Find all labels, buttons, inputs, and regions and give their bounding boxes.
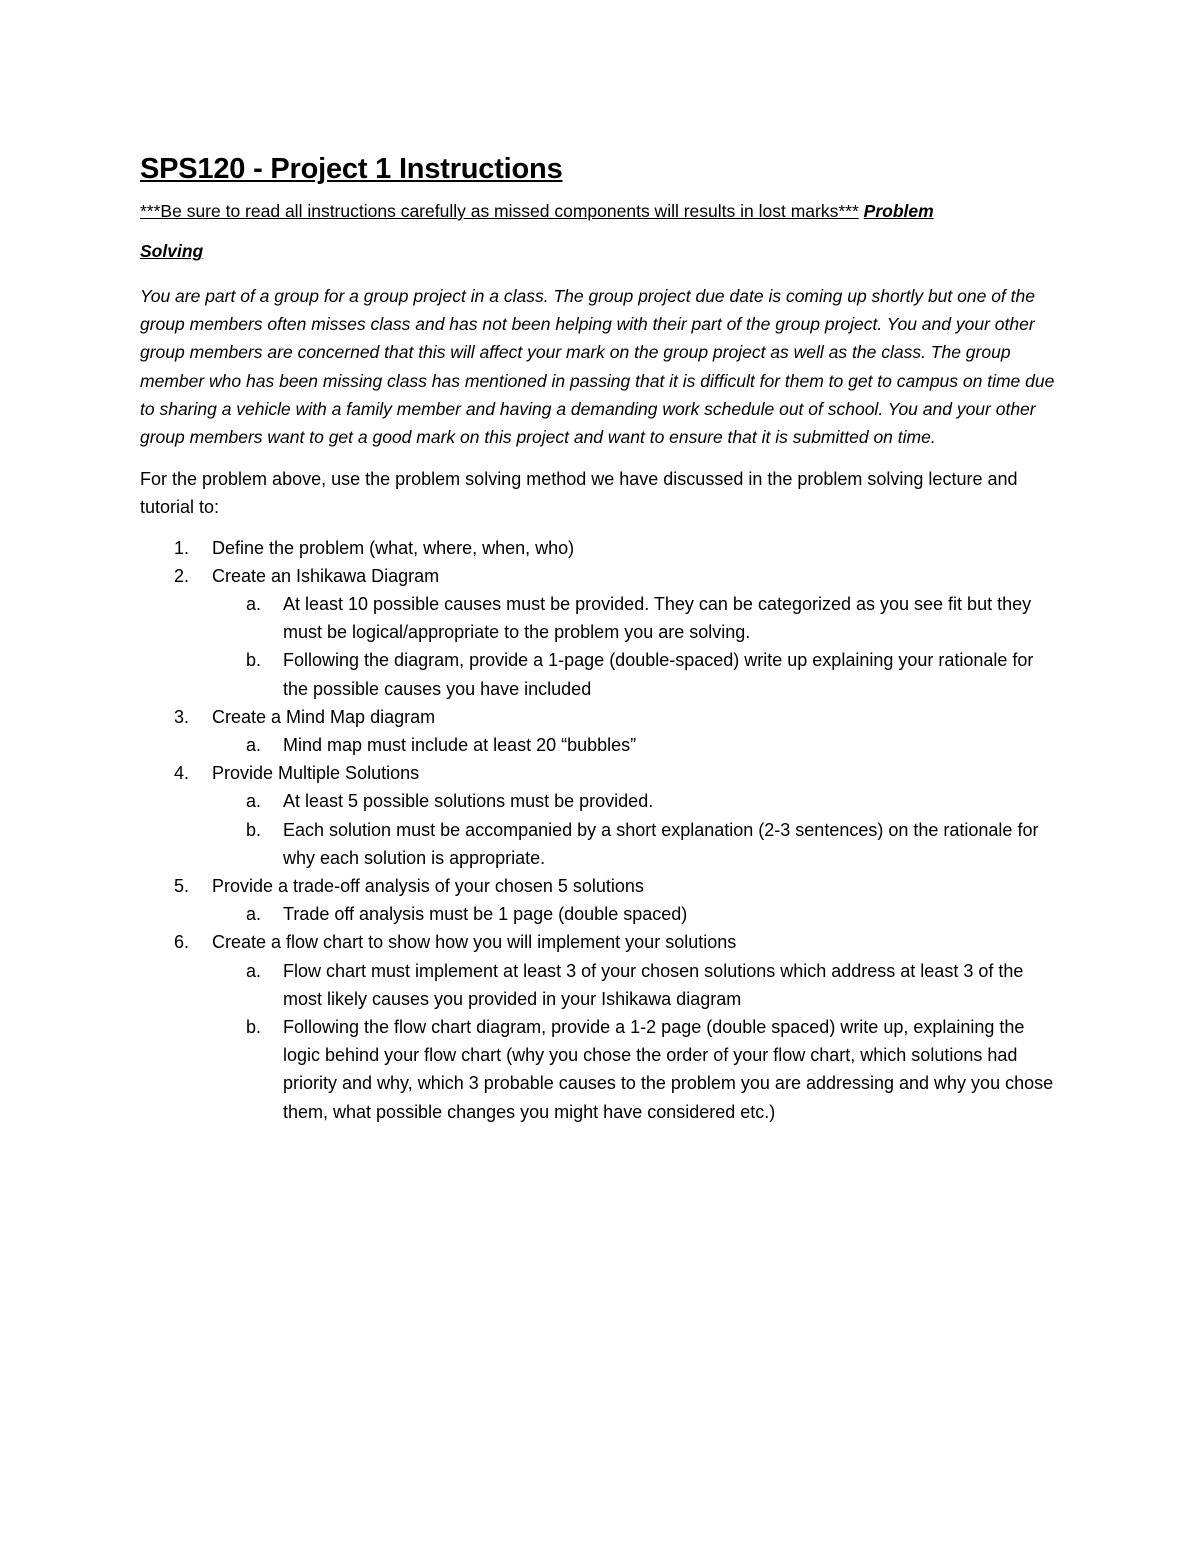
step-number: 6. [174, 932, 190, 953]
sub-item [212, 957, 1060, 1013]
sub-list [212, 900, 1060, 928]
sub-list [212, 731, 1060, 759]
sub-item [212, 816, 1060, 872]
sub-text: Following the flow chart diagram, provide a 1-2 page (double spaced) write up, explaining the logic behind your flow chart (why you chose the order of your flow chart, which solutions had priority and why, which 3 probable causes to the problem you are addressing and why you chose them, what possible changes you might have considered etc.) [283, 1017, 1054, 1122]
step-item [140, 703, 1060, 759]
sub-letter: b. [246, 1017, 262, 1038]
sub-text: Flow chart must implement at least 3 of your chosen solutions which address at least 3 of the most likely causes you provided in your Ishikawa diagram [283, 960, 1024, 1009]
sub-item [212, 1013, 1060, 1126]
sub-item [212, 731, 1060, 759]
step-item [140, 534, 1060, 562]
sub-letter: b. [246, 819, 262, 840]
sub-list [212, 590, 1060, 703]
sub-letter: a. [246, 594, 262, 615]
problem-heading-part1: Problem [863, 201, 934, 221]
sub-letter: a. [246, 791, 262, 812]
sub-letter: b. [246, 650, 262, 671]
warning-text: ***Be sure to read all instructions carefully as missed components will results in lost marks*** [140, 201, 859, 221]
document-page [140, 150, 1060, 1126]
step-text: Create an Ishikawa Diagram [212, 565, 440, 586]
scenario-paragraph: You are part of a group for a group project in a class. The group project due date is coming up shortly but one of the group members often misses class and has not been helping with their part of the group project. You and your other group members are concerned that this will affect your mark on the group project as well as the class. The group member who has been missing class has mentioned in passing that it is difficult for them to get to campus on time due to sharing a vehicle with a family member and having a demanding work schedule out of school. You and your other group members want to get a good mark on this project and want to ensure that it is submitted on time. [140, 286, 1055, 448]
sub-text: At least 5 possible solutions must be provided. [283, 791, 654, 812]
sub-letter: a. [246, 735, 262, 756]
step-number: 5. [174, 876, 190, 897]
sub-item [212, 590, 1060, 646]
step-item [140, 872, 1060, 928]
sub-item [212, 900, 1060, 928]
steps-list [140, 534, 1060, 1126]
sub-list [212, 957, 1060, 1126]
step-number: 3. [174, 706, 190, 727]
step-text: Provide a trade-off analysis of your chosen 5 solutions [212, 876, 644, 897]
step-text: Create a flow chart to show how you will implement your solutions [212, 932, 737, 953]
step-item [140, 928, 1060, 1125]
problem-heading-part2: Solving [140, 241, 204, 261]
sub-text: Following the diagram, provide a 1-page (double-spaced) write up explaining your rationale for the possible causes you have included [283, 650, 1034, 699]
sub-text: Mind map must include at least 20 “bubbles” [283, 735, 637, 756]
intro-paragraph: For the problem above, use the problem solving method we have discussed in the problem solving lecture and tutorial to: [140, 469, 1018, 518]
document-title: SPS120 - Project 1 Instructions [140, 153, 563, 185]
sub-text: Each solution must be accompanied by a short explanation (2-3 sentences) on the rationale for why each solution is appropriate. [283, 819, 1039, 868]
sub-text: At least 10 possible causes must be provided. They can be categorized as you see fit but they must be logical/appropriate to the problem you are solving. [283, 594, 1032, 643]
sub-list [212, 787, 1060, 872]
step-number: 2. [174, 565, 190, 586]
step-text: Provide Multiple Solutions [212, 763, 420, 784]
sub-letter: a. [246, 904, 262, 925]
sub-text: Trade off analysis must be 1 page (double spaced) [283, 904, 688, 925]
step-item [140, 759, 1060, 872]
step-number: 1. [174, 537, 190, 558]
problem-heading-line [140, 236, 1060, 266]
sub-item [212, 646, 1060, 702]
sub-letter: a. [246, 960, 262, 981]
sub-item [212, 787, 1060, 815]
step-number: 4. [174, 763, 190, 784]
step-text: Define the problem (what, where, when, who) [212, 537, 575, 558]
warning-line [140, 196, 1060, 226]
step-text: Create a Mind Map diagram [212, 706, 436, 727]
step-item [140, 562, 1060, 703]
